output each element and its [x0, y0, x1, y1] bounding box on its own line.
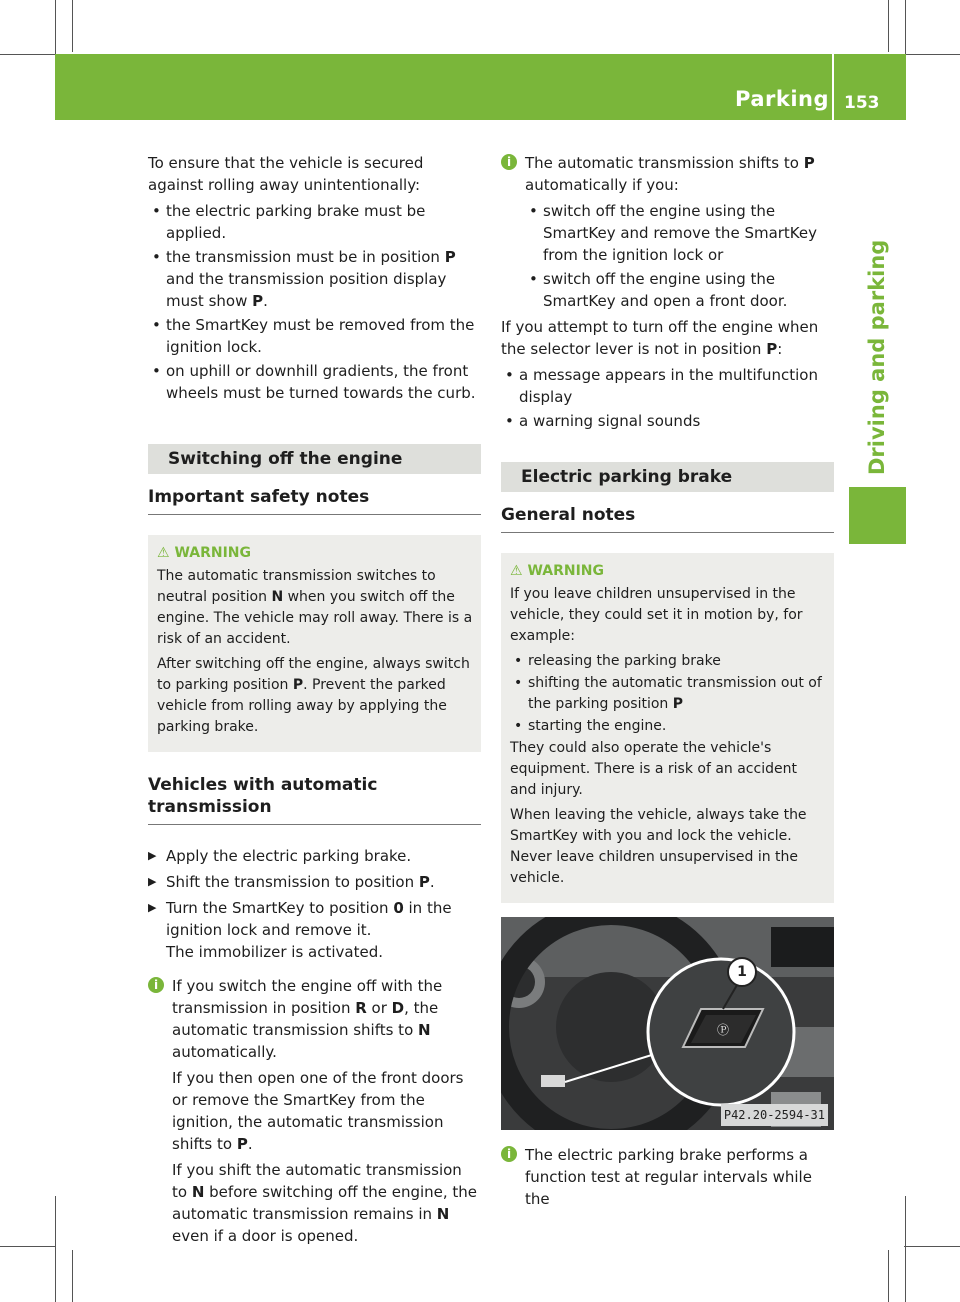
intro-text: To ensure that the vehicle is secured against rolling away unintentionally:: [148, 154, 424, 194]
info-icon: i: [501, 154, 517, 170]
step-item: ▶ Shift the transmission to position P.: [148, 873, 435, 891]
svg-text:Ⓟ: Ⓟ: [716, 1023, 730, 1037]
step-arrow-icon: ▶: [148, 901, 157, 914]
list-item: • the electric parking brake must be applied.: [148, 200, 481, 244]
info-icon: i: [148, 977, 164, 993]
list-item: • a warning signal sounds: [501, 410, 834, 432]
warning-text: The automatic transmission switches to neutral position N when you switch off the engine. The vehicle may roll away. There is a risk of an accident.: [157, 568, 473, 647]
warning-title: ⚠ WARNING: [157, 545, 251, 561]
warning-text: After switching off the engine, always switch to parking position P. Prevent the parked vehicle from rolling away by applying the parking brake.: [157, 656, 470, 735]
warning-triangle-icon: ⚠: [157, 545, 170, 561]
chapter-tab-label: Driving and parking: [865, 239, 889, 475]
crop-mark: [0, 1246, 56, 1247]
crop-mark: [72, 1250, 73, 1302]
crop-mark: [55, 1196, 56, 1302]
step-arrow-icon: ▶: [148, 849, 157, 862]
list-item: • the transmission must be in position P and the transmission position display must show P.: [148, 246, 481, 312]
warning-box: [148, 535, 481, 752]
page-number: 153: [844, 93, 880, 113]
crop-mark: [904, 1246, 960, 1247]
callout-1: 1: [727, 957, 757, 987]
list-item: • a message appears in the multifunction display: [501, 364, 834, 408]
step-result: The immobilizer is activated.: [166, 943, 384, 961]
warning-text: If you leave children unsupervised in the vehicle, they could set it in motion by, for example:: [510, 586, 803, 644]
chapter-tab-marker: [849, 487, 906, 544]
section-heading: Electric parking brake: [501, 462, 834, 492]
step-item: ▶ Apply the electric parking brake.: [148, 847, 412, 865]
subsection-heading: Important safety notes: [148, 486, 481, 515]
crop-mark: [888, 0, 889, 52]
list-item: • on uphill or downhill gradients, the front wheels must be turned towards the curb.: [148, 360, 481, 404]
list-item: • switch off the engine using the SmartKey and open a front door.: [525, 268, 834, 312]
list-item: • switch off the engine using the SmartKey and remove the SmartKey from the ignition lock or: [525, 200, 834, 266]
crop-mark: [888, 1250, 889, 1302]
step-item: ▶ Turn the SmartKey to position 0 in the ignition lock and remove it. The immobilizer is activated.: [148, 899, 452, 961]
subsection-heading: General notes: [501, 504, 834, 533]
info-note: i The electric parking brake performs a function test at regular intervals while the: [501, 1144, 834, 1210]
info-icon: i: [501, 1146, 517, 1162]
list-item: • releasing the parking brake: [510, 651, 826, 672]
warning-triangle-icon: ⚠: [510, 563, 523, 579]
header-title: Parking: [735, 87, 830, 111]
step-arrow-icon: ▶: [148, 875, 157, 888]
list-item: • shifting the automatic transmission out of the parking position P: [510, 673, 826, 715]
list-item: • the SmartKey must be removed from the ignition lock.: [148, 314, 481, 358]
warning-text: They could also operate the vehicle's equipment. There is a risk of an accident and injury.: [510, 740, 797, 798]
list-item: • starting the engine.: [510, 716, 826, 737]
parking-brake-photo: [501, 917, 834, 1130]
warning-text: When leaving the vehicle, always take the SmartKey with you and lock the vehicle. Never leave children unsupervised in the vehicle.: [510, 807, 807, 886]
image-reference: P42.20-2594-31: [721, 1104, 828, 1126]
warning-box: [501, 553, 834, 903]
left-column: [148, 152, 481, 1251]
warning-title: ⚠ WARNING: [510, 563, 604, 579]
right-column: [501, 152, 834, 1214]
crop-mark: [72, 0, 73, 52]
body-text: If you attempt to turn off the engine when the selector lever is not in position P:: [501, 318, 819, 358]
section-heading: Switching off the engine: [148, 444, 481, 474]
info-note: i If you switch the engine off with the transmission in position R or D, the automatic transmission shifts to N automatically. If you then open one of the front doors or remove the SmartKey from the ignition, the automatic transmission shifts to P. If you shift the automatic transmission to N before switching off the engine, the automatic transmission remains in N even if a door is opened.: [148, 975, 481, 1247]
info-note: i The automatic transmission shifts to P automatically if you: • switch off the engine using the SmartKey and remove the SmartKey from the ignition lock or • switch off the engine using the SmartKey and open a front door.: [501, 152, 834, 312]
steering-wheel-photo: [501, 917, 834, 1130]
crop-mark: [905, 1196, 906, 1302]
header-separator: [832, 54, 834, 128]
subsection-heading: Vehicles with automatic transmission: [148, 774, 481, 825]
